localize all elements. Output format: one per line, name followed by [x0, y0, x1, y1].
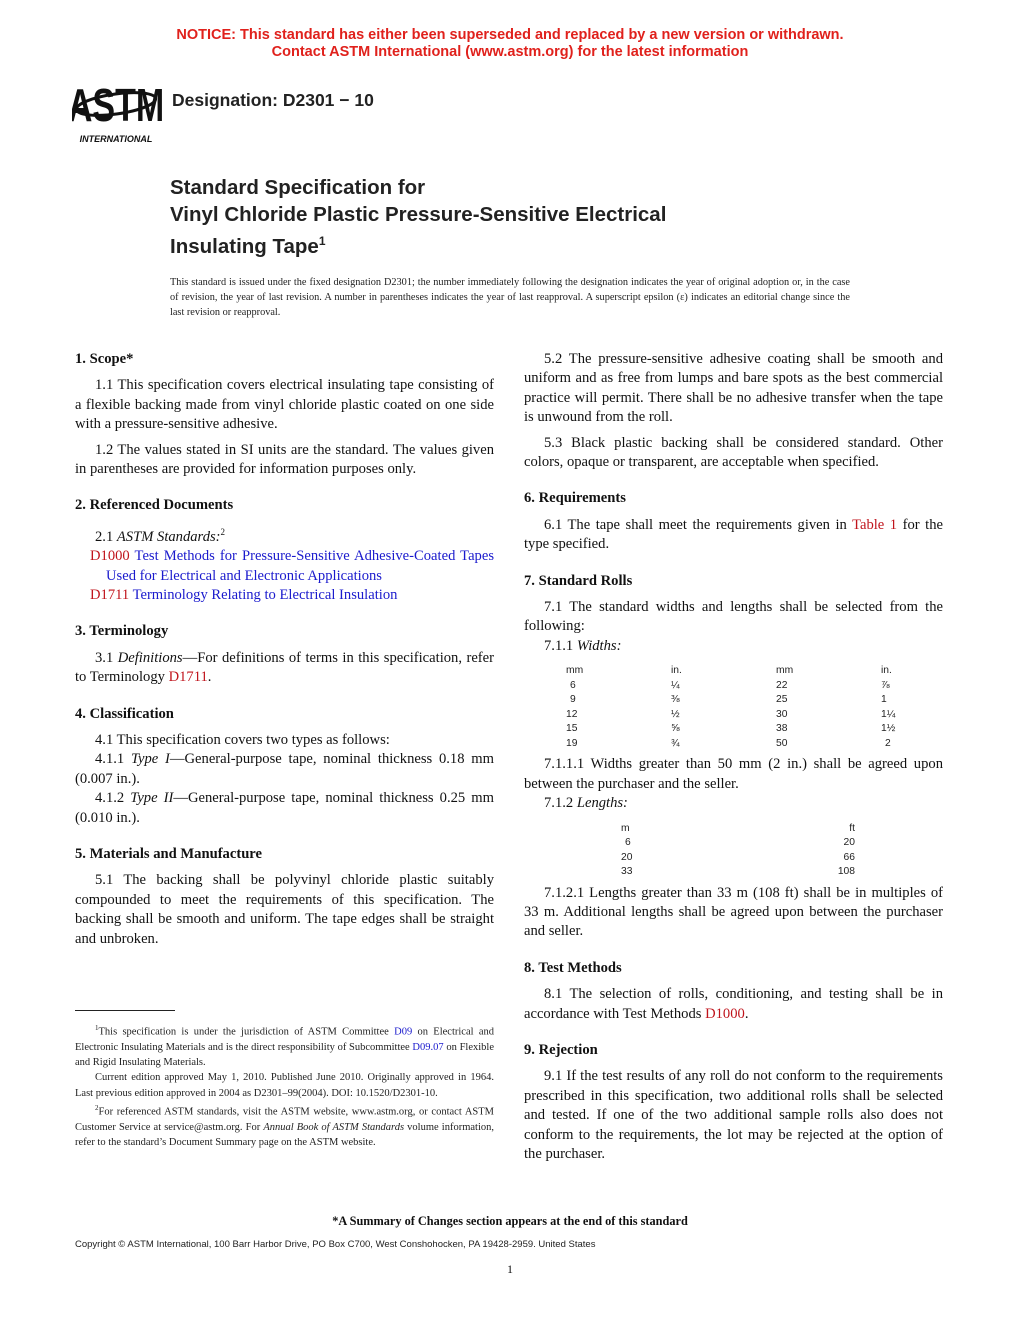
- ref-code-link[interactable]: D1000: [90, 548, 130, 565]
- widths-table: [566, 664, 895, 751]
- para-7-1-2-1: 7.1.2.1 Lengths greater than 33 m (108 ft) shall be in multiples of 33 m. Additional lengths shall be agreed upon between the purchaser and seller.: [524, 884, 943, 940]
- section-9-heading: 9. Rejection: [524, 1041, 598, 1058]
- para-7-1-1: 7.1.1 Widths:: [544, 637, 622, 654]
- page-number: 1: [507, 1262, 513, 1276]
- footnote-1: $^1$This specification is under the jurisdiction of ASTM Committee D09 on Electrical and Electronic Insulating Materials and is the direct responsibility of Subcommittee D09.07 on Flexible and Rigid Insulating Materials.: [75, 1024, 494, 1069]
- para-8-1: 8.1 The selection of rolls, conditioning, and testing shall be in accordance with Test Methods D1000.: [524, 986, 943, 1022]
- para-1-1: 1.1 This specification covers electrical insulating tape consisting of a flexible backing made from vinyl chloride plastic coated on one side with a pressure-sensitive adhesive.: [75, 377, 494, 433]
- table-row: 33 108: [621, 866, 855, 877]
- table-1-link[interactable]: Table 1: [852, 516, 898, 533]
- para-4-1-2: 4.1.2 Type II—General-purpose tape, nominal thickness 0.25 mm (0.010 in.).: [75, 790, 494, 826]
- reference-d1711[interactable]: [75, 586, 494, 605]
- svg-text:INTERNATIONAL: INTERNATIONAL: [79, 134, 153, 144]
- title-line-3: Insulating Tape: [170, 234, 319, 258]
- svg-text:ASTM: ASTM: [72, 78, 164, 132]
- title-footnote-mark: 1: [318, 234, 326, 248]
- para-2-1: 2.1 ASTM Standards:$^2$: [95, 526, 226, 545]
- section-1-heading: 1. Scope*: [75, 351, 134, 367]
- summary-of-changes-note: *A Summary of Changes section appears at the end of this standard: [332, 1214, 688, 1228]
- table-row: 12 ½ 30 1¼: [566, 708, 896, 720]
- section-3-heading: 3. Terminology: [75, 623, 169, 640]
- notice-line-2: Contact ASTM International (www.astm.org) for the latest information: [271, 44, 749, 60]
- footnote-1-edition: Current edition approved May 1, 2010. Published June 2010. Originally approved in 1964. Last previous edition approved in 2004 as D2301–99(2004). DOI: 10.1520/D2301-10.: [75, 1072, 494, 1099]
- para-6-1: 6.1 The tape shall meet the requirements given in Table 1 for the type specified.: [524, 516, 943, 553]
- section-8-heading: 8. Test Methods: [524, 959, 622, 976]
- section-6-heading: 6. Requirements: [524, 490, 626, 507]
- footnotes: [75, 1021, 494, 1150]
- d09-07-link[interactable]: D09.07: [412, 1041, 444, 1053]
- table-row: 9 ⅜ 25 1: [570, 694, 887, 706]
- astm-logo-icon: [72, 75, 164, 145]
- title-line-2: Vinyl Chloride Plastic Pressure-Sensitive Electrical: [170, 203, 667, 226]
- footnote-divider: [75, 1010, 175, 1011]
- para-4-1-1: 4.1.1 Type I—General-purpose tape, nominal thickness 0.18 mm (0.007 in.).: [75, 751, 495, 787]
- d1000-link[interactable]: D1000: [705, 1005, 745, 1022]
- para-7-1: 7.1 The standard widths and lengths shall be selected from the following:: [524, 599, 943, 635]
- table-row: 15 ⅝ 38 1½: [566, 723, 896, 735]
- table-header-row: mm in. mm in.: [566, 665, 892, 677]
- title-line-1: Standard Specification for: [170, 176, 426, 199]
- para-5-3: 5.3 Black plastic backing shall be considered standard. Other colors, opaque or transparent, are acceptable when specified.: [524, 434, 943, 471]
- table-row: 6 ¼ 22 ⅞: [570, 679, 890, 691]
- table-row: 6 20: [625, 837, 855, 848]
- para-1-2: 1.2 The values stated in SI units are the standard. The values given in parentheses are provided for information purposes only.: [75, 441, 494, 478]
- d1711-link[interactable]: D1711: [168, 669, 208, 686]
- ref-title-link[interactable]: Terminology Relating to Electrical Insulation: [129, 586, 398, 603]
- ref-code-link[interactable]: D1711: [90, 586, 130, 603]
- lengths-table: [621, 822, 855, 880]
- reference-d1000[interactable]: [75, 547, 494, 586]
- para-9-1: 9.1 If the test results of any roll do not conform to the requirements prescribed in this specification, two additional rolls shall be selected and tested. If one of the two additional sample rolls also does not conform to the requirements, the lot may be rejected at the option of the purchaser.: [524, 1068, 943, 1162]
- section-7-heading: 7. Standard Rolls: [524, 572, 633, 589]
- document-title: [170, 174, 666, 260]
- copyright: Copyright © ASTM International, 100 Barr Harbor Drive, PO Box C700, West Conshohocken, PA 19428-2959. United States: [75, 1239, 596, 1250]
- left-column: [75, 350, 494, 949]
- footnote-2: $^2$For referenced ASTM standards, visit the ASTM website, www.astm.org, or contact ASTM Customer Service at service@astm.org. For Annual Book of ASTM Standards volume information, refer to the standard’s Document Summary page on the ASTM website.: [75, 1103, 494, 1149]
- para-5-2: 5.2 The pressure-sensitive adhesive coating shall be smooth and uniform and as free from lumps and bare spots as the best commercial practice will permit. There shall be no adhesive transfer when the tape is unwound from the roll.: [524, 351, 943, 426]
- supersession-notice: [0, 27, 1020, 61]
- para-7-1-2: 7.1.2 Lengths:: [544, 795, 628, 812]
- para-7-1-1-1: 7.1.1.1 Widths greater than 50 mm (2 in.) shall be agreed upon between the purchaser and the seller.: [524, 756, 943, 792]
- d09-link[interactable]: D09: [394, 1026, 413, 1038]
- para-4-1: 4.1 This specification covers two types as follows:: [95, 731, 390, 748]
- right-column: [524, 350, 943, 1164]
- section-2-heading: 2. Referenced Documents: [75, 497, 234, 514]
- designation: Designation: D2301 − 10: [172, 90, 374, 110]
- para-5-1: 5.1 The backing shall be polyvinyl chloride plastic suitably compounded to meet the requirements of this specification. The backing shall be smooth and uniform. The tape edges shall be straight and unbroken.: [75, 872, 494, 947]
- para-3-1: 3.1 Definitions—For definitions of terms in this specification, refer to Terminology D1711.: [75, 649, 495, 686]
- section-5-heading: 5. Materials and Manufacture: [75, 845, 262, 862]
- section-4-heading: 4. Classification: [75, 705, 174, 722]
- preamble: This standard is issued under the fixed designation D2301; the number immediately following the designation indicates the year of original adoption or, in the case of revision, the year of last revision. A number in parentheses indicates the year of last reapproval. A superscript epsilon (ε) indicates an editorial change since the last revision or reapproval.: [170, 277, 850, 318]
- table-row: 19 ¾ 50 2: [566, 737, 891, 749]
- notice-line-1: NOTICE: This standard has either been superseded and replaced by a new version or withdrawn.: [176, 27, 844, 43]
- table-header-row: m ft: [621, 822, 855, 834]
- table-row: 20 66: [621, 851, 855, 863]
- ref-title-link[interactable]: Test Methods for Pressure-Sensitive Adhesive-Coated Tapes Used for Electrical and Electronic Applications: [106, 548, 494, 584]
